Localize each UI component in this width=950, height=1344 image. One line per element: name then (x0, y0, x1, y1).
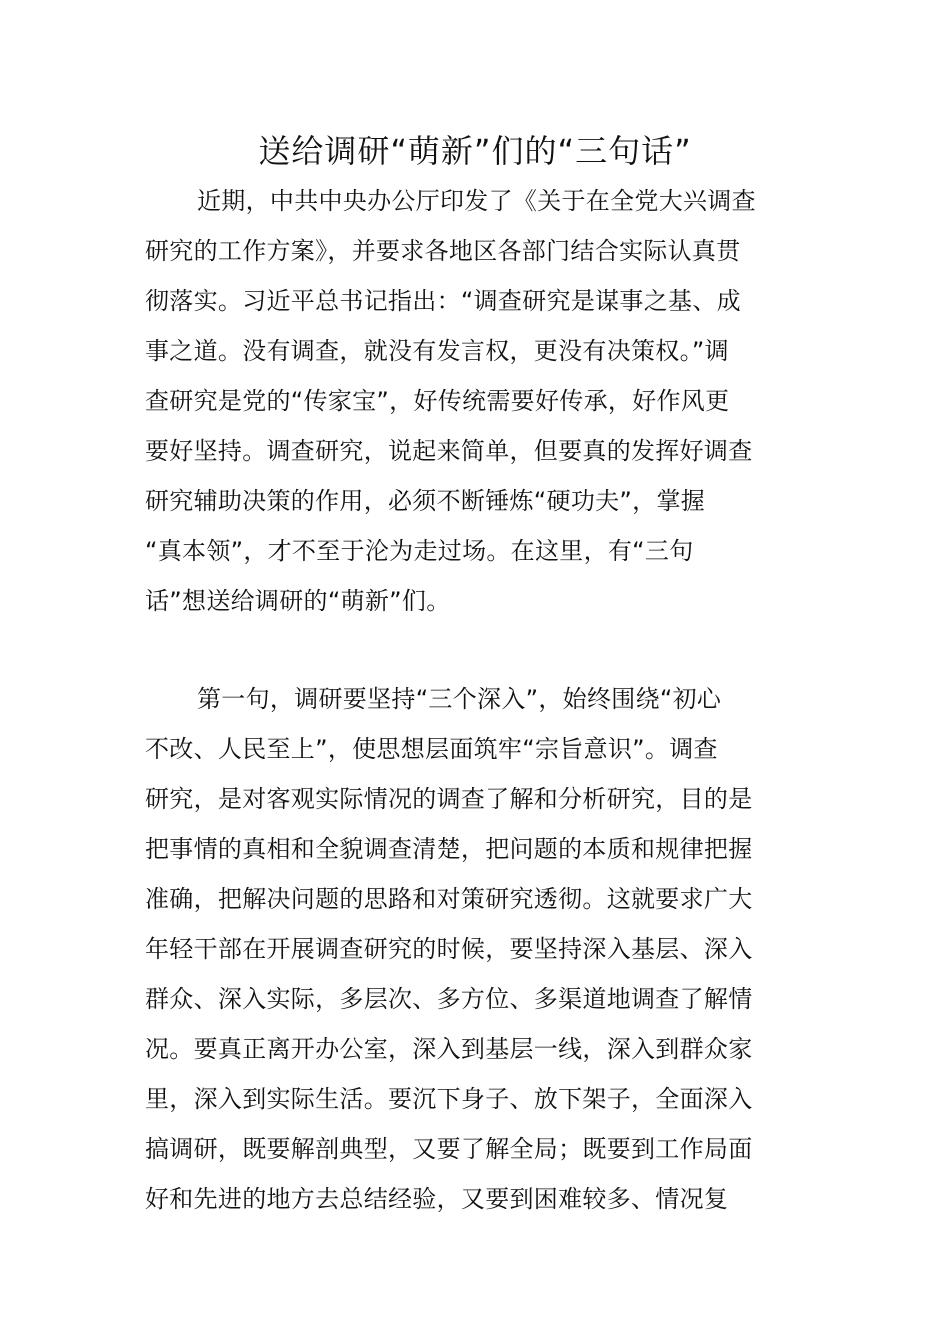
text-line: 研究的工作方案》，并要求各地区各部门结合实际认真贯 (145, 237, 741, 265)
document-title: 送给调研“萌新”们的“三句话” (258, 132, 692, 170)
text-line: “真本领”，才不至于沦为走过场。在这里，有“三句 (145, 537, 694, 565)
paragraph-intro (145, 176, 805, 626)
text-line: 准确，把解决问题的思路和对策研究透彻。这就要求广大 (145, 885, 753, 913)
text-line: 年轻干部在开展调查研究的时候，要坚持深入基层、深入 (145, 935, 753, 963)
text-line: 第一句，调研要坚持“三个深入”，始终围绕“初心 (197, 685, 722, 713)
text-line: 里，深入到实际生活。要沉下身子、放下架子，全面深入 (145, 1085, 753, 1113)
text-line: 彻落实。习近平总书记指出：“调查研究是谋事之基、成 (145, 287, 741, 315)
text-line: 研究辅助决策的作用，必须不断锤炼“硬功夫”，掌握 (145, 487, 706, 515)
text-line: 事之道。没有调查，就没有发言权，更没有决策权。”调 (145, 337, 729, 365)
paragraph-first-sentence (145, 674, 805, 1224)
text-line: 好和先进的地方去总结经验，又要到困难较多、情况复 (145, 1185, 729, 1213)
text-line: 近期，中共中央办公厅印发了《关于在全党大兴调查 (197, 187, 756, 215)
text-line: 话”想送给调研的“萌新”们。 (145, 587, 451, 615)
text-line: 查研究是党的“传家宝”，好传统需要好传承，好作风更 (145, 387, 730, 415)
text-line: 群众、深入实际，多层次、多方位、多渠道地调查了解情 (145, 985, 753, 1013)
text-line: 况。要真正离开办公室，深入到基层一线，深入到群众家 (145, 1035, 753, 1063)
text-line: 把事情的真相和全貌调查清楚，把问题的本质和规律把握 (145, 835, 753, 863)
text-line: 搞调研，既要解剖典型，又要了解全局；既要到工作局面 (145, 1135, 753, 1163)
text-line: 研究，是对客观实际情况的调查了解和分析研究，目的是 (145, 785, 753, 813)
text-line: 不改、人民至上”，使思想层面筑牢“宗旨意识”。调查 (145, 735, 718, 763)
text-line: 要好坚持。调查研究，说起来简单，但要真的发挥好调查 (145, 437, 753, 465)
